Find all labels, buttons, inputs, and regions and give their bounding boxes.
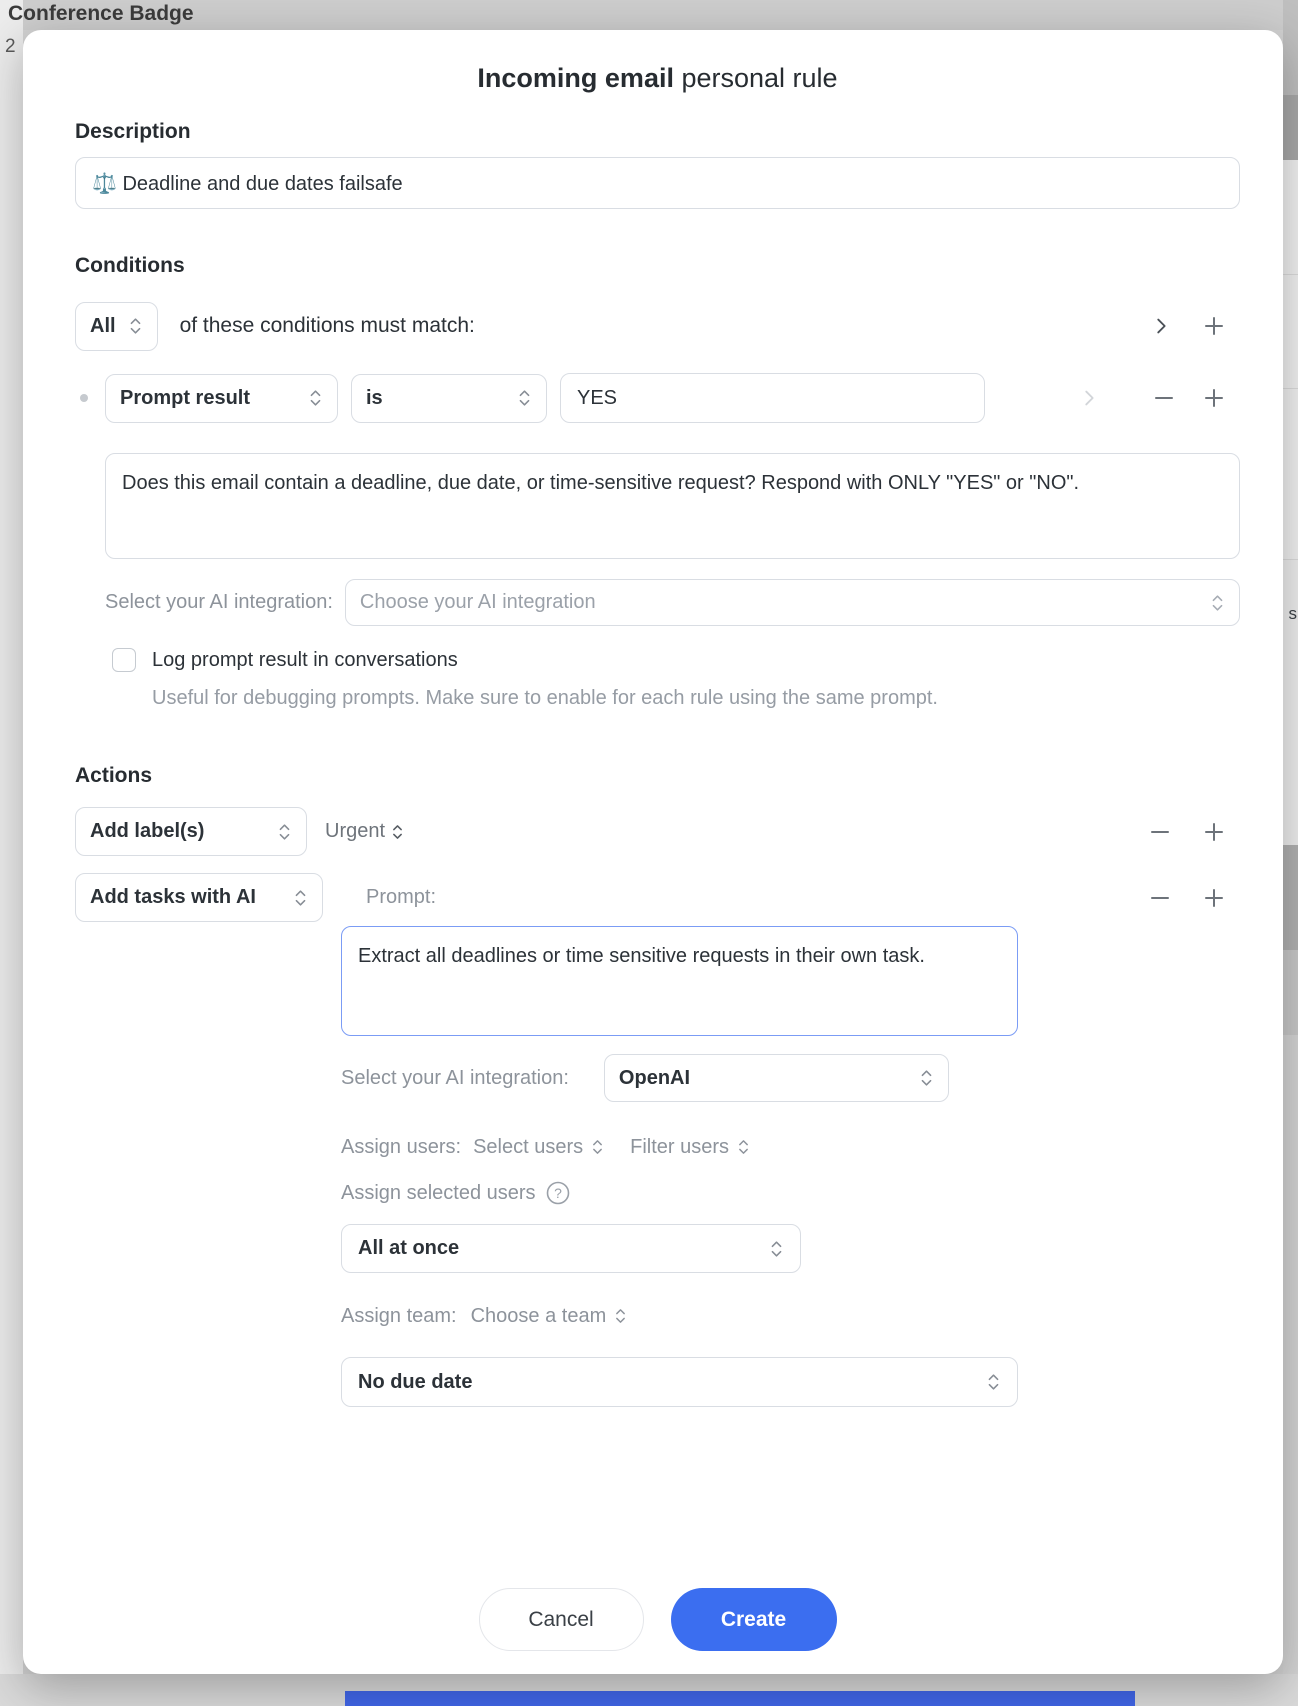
dialog-title-rest: personal rule (673, 63, 838, 93)
dialog-title-bold: Incoming email (477, 63, 674, 93)
chevron-updown-icon (308, 388, 323, 408)
condition-operator-value: is (366, 386, 383, 409)
conditions-heading: Conditions (75, 254, 185, 277)
chevron-updown-icon (1210, 593, 1225, 613)
task-prompt-label: Prompt: (366, 886, 437, 908)
chevron-updown-icon (391, 823, 404, 841)
dialog-footer (75, 1588, 1240, 1651)
log-prompt-row (112, 648, 1240, 672)
remove-action-icon[interactable] (1148, 886, 1172, 910)
condition-operator-select[interactable] (351, 374, 547, 423)
action-type-select-tasks[interactable] (75, 873, 323, 922)
filter-users-value: Filter users (630, 1135, 730, 1158)
ai-integration-select[interactable] (345, 579, 1240, 626)
assign-mode-value: All at once (358, 1237, 460, 1259)
conditions-match-row (75, 301, 1240, 351)
add-action-icon[interactable] (1202, 820, 1226, 844)
background-left-strip (0, 0, 23, 1706)
assign-users-label: Assign users: (341, 1135, 462, 1158)
background-text-fragment-right: s (1288, 604, 1297, 623)
action-type-value: Add tasks with AI (90, 886, 256, 908)
match-mode-value: All (90, 314, 116, 337)
action-type-value: Add label(s) (90, 820, 205, 842)
task-prompt-textarea[interactable]: Extract all deadlines or time sensitive requests in their own task. (341, 926, 1018, 1036)
assign-selected-row (341, 1180, 1240, 1206)
log-prompt-label: Log prompt result in conversations (152, 648, 458, 671)
due-date-value: No due date (358, 1370, 473, 1393)
condition-field-value: Prompt result (120, 386, 251, 409)
svg-text:?: ? (553, 1185, 562, 1201)
label-picker-value: Urgent (325, 820, 386, 842)
filter-users-dropdown[interactable] (630, 1136, 750, 1159)
task-ai-integration-value: OpenAI (618, 1066, 691, 1089)
action-row-add-tasks (75, 873, 1240, 922)
dialog-title (75, 62, 1240, 95)
action-type-select-label[interactable] (75, 807, 307, 856)
ai-integration-label: Select your AI integration: (105, 591, 333, 613)
background-text-fragment: 2 (5, 36, 16, 57)
chevron-updown-icon (737, 1138, 750, 1156)
condition-prompt-textarea[interactable]: Does this email contain a deadline, due date, or time-sensitive request? Respond with ONLY "YES" or "NO". (105, 453, 1240, 559)
ai-integration-label: Select your AI integration: (341, 1066, 569, 1089)
select-users-value: Select users (473, 1135, 584, 1158)
choose-team-dropdown[interactable] (471, 1305, 628, 1328)
condition-field-select[interactable] (105, 374, 338, 423)
rule-dialog (23, 30, 1283, 1674)
remove-condition-icon[interactable] (1152, 386, 1176, 410)
assign-selected-label: Assign selected users (341, 1181, 536, 1204)
remove-action-icon[interactable] (1148, 820, 1172, 844)
actions-heading: Actions (75, 764, 153, 787)
assign-team-row (341, 1303, 1240, 1329)
task-ai-integration-select[interactable] (604, 1054, 949, 1102)
expand-conditions-icon[interactable] (1150, 315, 1172, 337)
chevron-updown-icon (769, 1239, 784, 1259)
chevron-updown-icon (591, 1138, 604, 1156)
background-accent-bar (345, 1691, 1135, 1706)
add-condition-icon[interactable] (1202, 386, 1226, 410)
chevron-updown-icon (277, 822, 292, 842)
due-date-select[interactable] (341, 1357, 1018, 1407)
assign-team-label: Assign team: (341, 1304, 457, 1327)
description-label: Description (75, 120, 191, 143)
ai-integration-placeholder: Choose your AI integration (359, 591, 596, 613)
background-top-band (0, 0, 1298, 30)
condition-ai-row (105, 579, 1240, 626)
log-prompt-checkbox[interactable] (112, 648, 136, 672)
match-mode-select[interactable] (75, 302, 158, 351)
task-ai-row (341, 1054, 1240, 1102)
select-users-dropdown[interactable] (473, 1136, 604, 1159)
chevron-updown-icon (986, 1372, 1001, 1392)
chevron-updown-icon (517, 388, 532, 408)
chevron-updown-icon (128, 316, 143, 336)
create-button[interactable]: Create (671, 1588, 837, 1651)
condition-value-input[interactable] (560, 373, 985, 423)
condition-row (75, 373, 1240, 423)
assign-users-row (341, 1134, 1240, 1160)
add-action-icon[interactable] (1202, 886, 1226, 910)
log-prompt-help: Useful for debugging prompts. Make sure to enable for each rule using the same prompt. (152, 687, 938, 709)
cancel-button[interactable]: Cancel (479, 1588, 644, 1651)
choose-team-value: Choose a team (470, 1304, 607, 1327)
background-window-title: Conference Badge (8, 2, 194, 25)
condition-bullet-icon (80, 394, 88, 402)
expand-condition-icon-disabled (1078, 387, 1100, 409)
chevron-updown-icon (919, 1068, 934, 1088)
label-picker[interactable] (325, 820, 404, 843)
chevron-updown-icon (293, 888, 308, 908)
add-condition-group-icon[interactable] (1202, 314, 1226, 338)
help-icon[interactable] (546, 1181, 570, 1205)
background-right-strip (1283, 0, 1298, 1706)
description-input[interactable] (75, 157, 1240, 209)
chevron-updown-icon (614, 1307, 627, 1325)
match-suffix-text: of these conditions must match: (179, 314, 475, 337)
action-row-add-label (75, 807, 1240, 856)
assign-mode-select[interactable] (341, 1224, 801, 1273)
